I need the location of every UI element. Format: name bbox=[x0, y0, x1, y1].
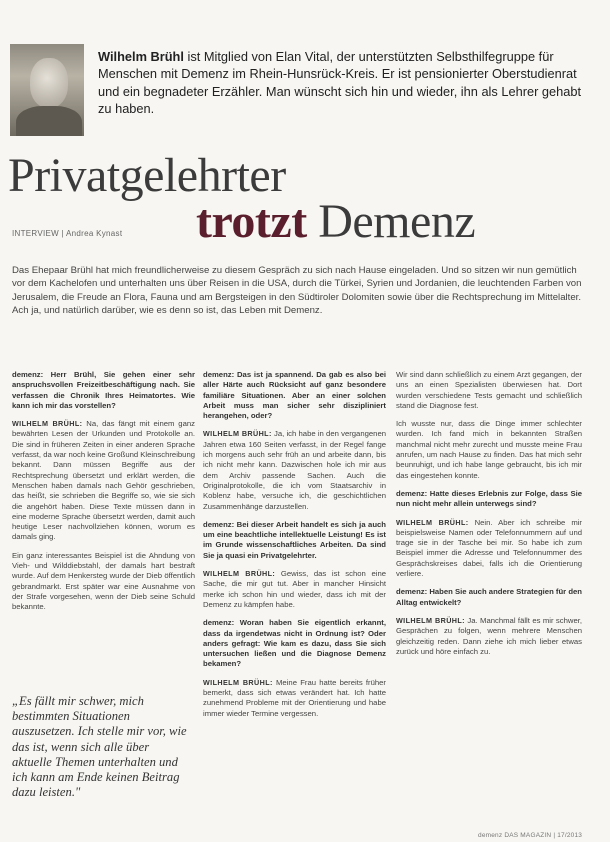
answer bbox=[203, 569, 386, 610]
answer bbox=[203, 429, 386, 511]
answer-continued: Ein ganz interessantes Beispiel ist die Ahndung von Vieh- und Wilddiebstahl, der damals hart bestraft wurde. Auf dem Henkersteg wurde der Dieb öffentlich gebrandmarkt. Erst später war eine Ausnahme von der Strafe vorgesehen, wenn der Dieb seine Schuld bekannte. bbox=[12, 550, 195, 612]
page-footer: demenz DAS MAGAZIN | 17/2013 bbox=[478, 832, 583, 839]
speaker-label: WILHELM BRÜHL: bbox=[203, 429, 272, 439]
lead-paragraph: Das Ehepaar Brühl hat mich freundlicherweise zu diesem Gespräch zu sich nach Hause eingeladen. Und so sitzen wir nun gemütlich vor dem Kachelofen und unterhalten uns über Reisen in die USA, durch die Türkei, Syrien und Jordanien, die leuchtenden Farben von Jerusalem, die Freude an Flora, Fauna und am Bergsteigen in den Südtiroler Dolomiten sowie über die Rechtsprechung im Mittelalter. Ach ja, und natürlich darüber, wie es denn so ist, das Leben mit Demenz. bbox=[12, 265, 582, 317]
intro-text: ist Mitglied von Elan Vital, der unterstützten Selbsthilfegruppe für Menschen mit Demenz im Rhein-Hunsrück-Kreis. Er ist pensionierter Oberstudienrat und ein begnadeter Erzähler. Man wünscht sich hin und wieder, ihn als Lehrer gehabt zu haben. bbox=[98, 49, 582, 116]
answer-text: Nein. Aber ich schreibe mir beispielsweise Namen oder Telefonnummern auf und trage sie in der Tasche bei mir. So habe ich zum Beispiel immer die Adresse und Telefonnummer des Gesprächskreises dabei, falls ich die Orientierung verliere. bbox=[396, 517, 582, 579]
photo-head-shape bbox=[30, 58, 68, 108]
question: demenz: Bei dieser Arbeit handelt es sich ja auch um eine beachtliche intellektuelle Leistung! Es ist im Grunde wissenschaftliches Arbeiten. Da sind Sie ja quasi ein Privatgelehrter. bbox=[203, 519, 386, 560]
photo-body-shape bbox=[16, 106, 82, 136]
question: demenz: Haben Sie auch andere Strategien für den Alltag entwickelt? bbox=[396, 587, 582, 607]
speaker-label: WILHELM BRÜHL: bbox=[12, 419, 83, 429]
speaker-label: WILHELM BRÜHL: bbox=[396, 517, 469, 527]
question: demenz: Hatte dieses Erlebnis zur Folge, dass Sie nun nicht mehr allein unterwegs sind? bbox=[396, 488, 582, 509]
answer-continued: Wir sind dann schließlich zu einem Arzt gegangen, der uns an einen Spezialisten überwiesen hat. Dort wurden verschiedene Tests gemacht und schließlich stand die Diagnose fest. bbox=[396, 370, 582, 410]
answer-text: Meine Frau hatte bereits früher bemerkt, dass sich etwas verändert hat. Ich hatte zunehmend Probleme mit der Orientierung und habe immer wieder Termine vergessen. bbox=[203, 677, 386, 718]
answer bbox=[396, 518, 582, 580]
intro-name: Wilhelm Brühl bbox=[98, 49, 184, 64]
speaker-label: WILHELM BRÜHL: bbox=[203, 677, 273, 687]
answer-continued: Ich wusste nur, dass die Dinge immer schlechter wurden. Ich fand mich in bekannten Straßen manchmal nicht mehr zurecht und musste meine Frau anrufen, um nach Hause zu finden. Das hat mich sehr beunruhigt, und ich habe lange gebraucht, bis ich mir das eingestehen konnte. bbox=[396, 419, 582, 480]
intro-paragraph bbox=[98, 48, 588, 117]
headline-accent: trotzt bbox=[196, 195, 307, 248]
answer bbox=[396, 616, 582, 657]
author-photo bbox=[10, 44, 84, 136]
question: demenz: Das ist ja spannend. Da gab es also bei aller Härte auch Rücksicht auf ganz besondere familiäre Situationen. Aber an einer solchen Arbeit muss man sicher sehr diszipliniert herangehen, oder? bbox=[203, 370, 386, 421]
question: demenz: Herr Brühl, Sie gehen einer sehr anspruchsvollen Freizeitbeschäftigung nach. Sie verfassen die Chronik Ihres Heimatortes. Wie kann ich mir das vorstellen? bbox=[12, 370, 195, 410]
headline-rest: Demenz bbox=[318, 195, 476, 248]
pull-quote: „Es fällt mir schwer, mich bestimmten Situationen auszusetzen. Ich stelle mir vor, wie das ist, wenn sich alle über aktuelle Themen unterhalten und ich kann am Ende keinen Beitrag dazu leisten." bbox=[12, 694, 187, 800]
column-1 bbox=[12, 370, 195, 621]
byline: INTERVIEW | Andrea Kynast bbox=[12, 229, 123, 238]
headline-line1: Privatgelehrter bbox=[8, 149, 286, 202]
answer-text: Ja, ich habe in den vergangenen Jahren etwa 160 Seiten verfasst, in der Regel fange ich morgens auch sehr früh an und arbeite dann, bis ich nicht mehr kann. Dazwischen hole ich mir aus dem Archiv passende Sachen. Auch die Originalprotokolle, die ich vom Staatsarchiv in Koblenz habe, versuche ich, die geschichtlichen Zusammenhänge darzustellen. bbox=[203, 429, 386, 511]
headline-line2 bbox=[196, 196, 475, 248]
column-2 bbox=[203, 370, 386, 727]
answer-text: Ja. Manchmal fällt es mir schwer, Gesprächen zu folgen, wenn mehrere Menschen gleichzeitig reden. Dann ziehe ich mich lieber etwas zurück und höre einfach zu. bbox=[396, 615, 582, 656]
answer bbox=[12, 419, 195, 543]
speaker-label: WILHELM BRÜHL: bbox=[203, 569, 276, 579]
answer-text: Na, das fängt mit einem ganz bewährten Lesen der Urkunden und Protokolle an. Die sind in früheren Zeiten in einer anderen Sprache verfasst, da war noch keine Großund Kleinschreibung bekannt. Dann müssen Begriffe aus der Rechtsprechung übersetzt und erklärt werden, die Menschen haben damals nach Gehör geschrieben, das heißt, sie schrieben die Begriffe so, wie sie sich die angehört haben. Diese Texte müssen dann in eine moderne Sprache übersetzt werden, damit auch heutige Leser nachvollziehen können, worum es damals ging. bbox=[12, 419, 195, 542]
answer bbox=[203, 678, 386, 719]
column-3 bbox=[396, 370, 582, 665]
speaker-label: WILHELM BRÜHL: bbox=[396, 615, 465, 625]
answer-text: Gewiss, das ist schon eine Sache, die mir gut tut. Aber in mancher Hinsicht merke ich schon hin und wieder, dass ich mit der Demenz zu kämpfen habe. bbox=[203, 569, 386, 609]
question: demenz: Woran haben Sie eigentlich erkannt, dass da irgendetwas nicht in Ordnung ist? Oder anders gefragt: Wie kam es dazu, dass Sie sich untersuchen ließen und die Diagnose Demenz bekamen? bbox=[203, 618, 386, 669]
